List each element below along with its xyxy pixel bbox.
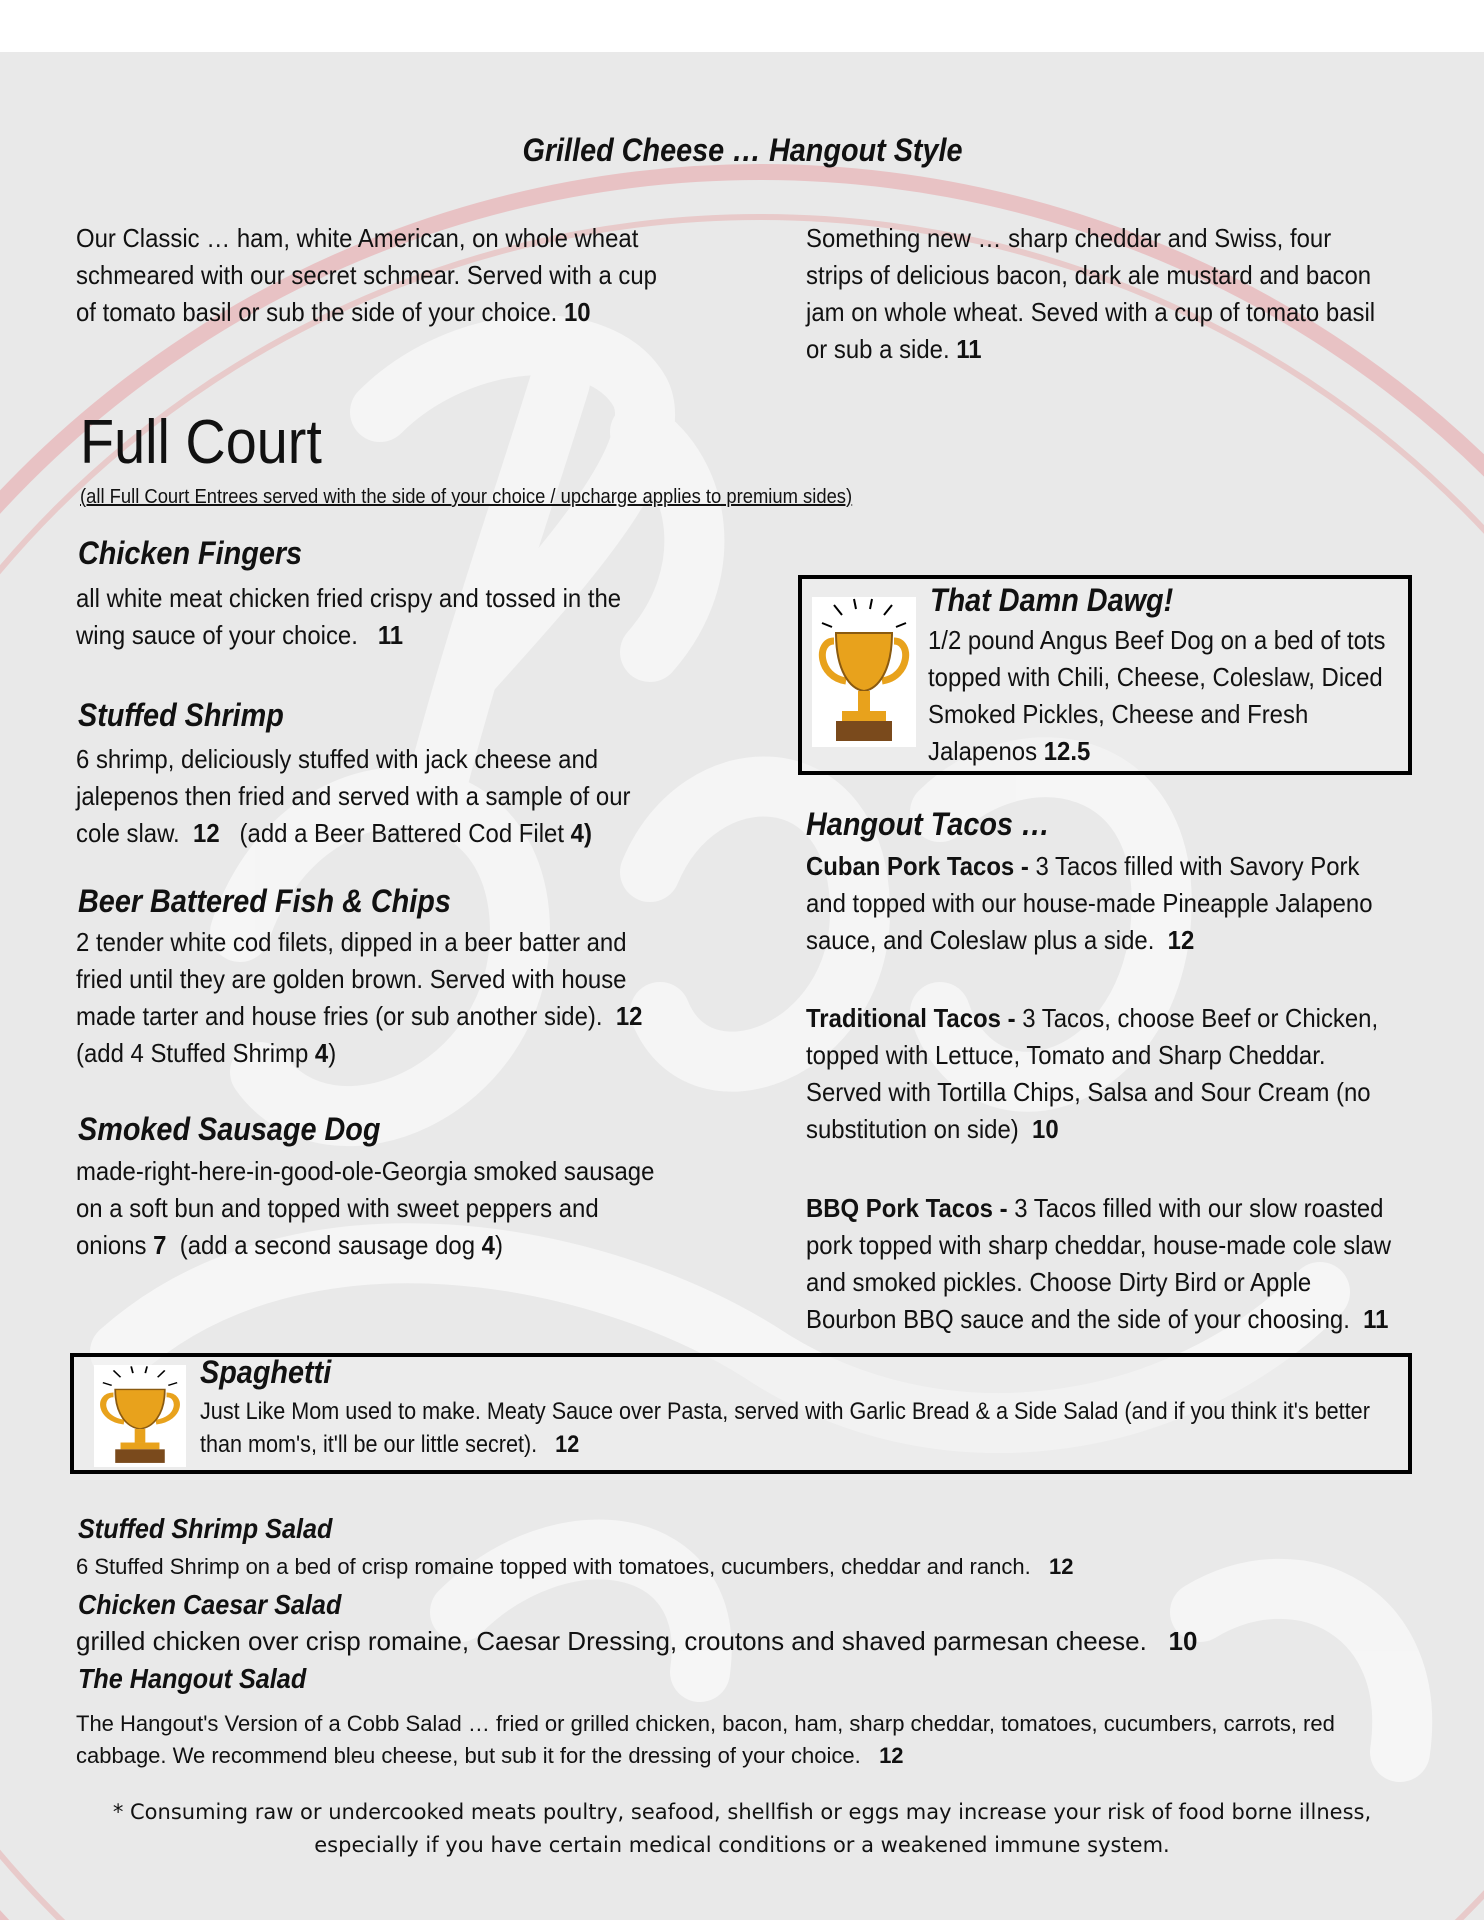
item-price: 11 [1363,1304,1389,1334]
featured-spaghetti-box [70,1353,1412,1474]
trophy-stem [858,691,870,711]
item-price: 12 [615,1001,643,1031]
dawg-item [928,622,1388,770]
caesar-salad-title: Chicken Caesar Salad [78,1589,342,1620]
item-description: The Hangout's Version of a Cobb Salad … fried or grilled chicken, bacon, ham, sharp cheddar, tomatoes, cucumbers, carrots, red cabbage. We recommend bleu cheese, but sub it for the dressing of your choice. [76,1711,1335,1768]
item-addon-close: ) [494,1230,503,1260]
fish-chips-item [76,924,665,1072]
item-description: grilled chicken over crisp romaine, Caesar Dressing, croutons and shaved parmesan cheese. [76,1626,1147,1656]
disclaimer-line-2: especially if you have certain medical conditions or a weakened immune system. [314,1833,1170,1857]
trophy-sparkle-lines [822,599,906,627]
item-description: all white meat chicken fried crispy and tossed in the wing sauce of your choice. [76,583,622,650]
grilled-new-item [806,220,1395,368]
trophy-base-plate [121,1443,160,1450]
hangout-salad-title: The Hangout Salad [78,1663,307,1694]
item-name: Cuban Pork Tacos - [806,851,1029,881]
item-price: 12 [193,818,220,848]
trophy-icon [812,597,916,747]
shrimp-salad-title: Stuffed Shrimp Salad [78,1513,333,1544]
item-description: 6 shrimp, deliciously stuffed with jack cheese and jalepenos then fried and served with a sample of our cole slaw. [76,744,631,848]
trophy-stem [135,1429,146,1443]
item-price: 7 [153,1230,167,1260]
sausage-dog-title: Smoked Sausage Dog [78,1111,381,1147]
chicken-fingers-title: Chicken Fingers [78,535,303,571]
item-description: Just Like Mom used to make. Meaty Sauce over Pasta, served with Garlic Bread & a Side Salad (and if you think it's better than mom's, it'll be our little secret). [200,1398,1370,1458]
item-price: 10 [563,297,591,327]
grilled-classic-item [76,220,665,331]
tacos-heading: Hangout Tacos … [806,806,1050,842]
item-description: 6 Stuffed Shrimp on a bed of crisp romaine topped with tomatoes, cucumbers, cheddar and ranch. [76,1554,1031,1579]
item-description: 3 Tacos filled with Savory Pork and topped with our house-made Pineapple Jalapeno sauce, and Coleslaw plus a side. [806,851,1373,955]
item-price: 12 [1049,1554,1074,1579]
item-addon-price: 4 [481,1230,495,1260]
stuffed-shrimp-item [76,741,665,852]
item-description: 1/2 pound Angus Beef Dog on a bed of tots topped with Chili, Cheese, Coleslaw, Diced Smoked Pickles, Cheese and Fresh Jalapenos [928,625,1386,766]
trophy-icon [94,1365,186,1467]
item-name: BBQ Pork Tacos - [806,1193,1008,1223]
item-price: 11 [956,334,982,364]
item-addon: (add a second sausage dog [179,1230,476,1260]
item-price: 12 [879,1743,904,1768]
spaghetti-item [200,1395,1370,1461]
item-description: Our Classic … ham, white American, on whole wheat schmeared with our secret schmear. Served with a cup of tomato basil or sub the side of your choice. [76,223,657,327]
dawg-title: That Damn Dawg! [930,582,1174,618]
item-addon-price: 4 [314,1038,329,1068]
spaghetti-title: Spaghetti [200,1354,332,1390]
hangout-salad-item [76,1708,1406,1772]
trophy-base [836,721,892,741]
item-price: 10 [1032,1114,1059,1144]
grilled-cheese-heading: Grilled Cheese … Hangout Style [521,132,963,168]
item-addon-price: 4) [570,818,592,848]
item-price: 11 [377,620,404,650]
item-addon: (add a Beer Battered Cod Filet [239,818,564,848]
trophy-base [115,1449,165,1463]
chicken-fingers-item [76,580,665,654]
fish-chips-title: Beer Battered Fish & Chips [78,883,451,919]
traditional-tacos-item [806,1000,1391,1148]
item-name: Traditional Tacos - [806,1003,1016,1033]
bbq-tacos-item [806,1190,1391,1338]
trophy-base-plate [842,711,886,721]
item-addon: (add 4 Stuffed Shrimp [76,1038,309,1068]
disclaimer-line-1: * Consuming raw or undercooked meats poultry, seafood, shellfish or eggs may increase your risk of food borne illness, [112,1800,1372,1824]
item-description: 2 tender white cod filets, dipped in a beer batter and fried until they are golden brown. Served with house made tarter and house fries (or sub another side). [76,927,627,1031]
item-price: 10 [1168,1626,1198,1656]
stuffed-shrimp-title: Stuffed Shrimp [78,697,284,733]
featured-dawg-box [798,575,1412,775]
item-description: 3 Tacos, choose Beef or Chicken, topped with Lettuce, Tomato and Sharp Cheddar. Served with Tortilla Chips, Salsa and Sour Cream (no substitution on side) [806,1003,1379,1144]
full-court-title: Full Court [80,408,322,477]
trophy-sparkle-lines [103,1366,177,1385]
food-safety-disclaimer [0,1796,1484,1862]
item-price: 12.5 [1043,736,1091,766]
item-price: 12 [1167,925,1195,955]
item-description: 3 Tacos filled with our slow roasted pork topped with sharp cheddar, house-made cole slaw and smoked pickles. Choose Dirty Bird or Apple Bourbon BBQ sauce and the side of your choosing. [806,1193,1392,1334]
caesar-salad-item [76,1624,1436,1658]
cuban-tacos-item [806,848,1391,959]
full-court-subtitle: (all Full Court Entrees served with the side of your choice / upcharge applies to premium sides) [80,486,853,508]
item-price: 12 [555,1431,580,1458]
shrimp-salad-item [76,1552,1436,1582]
item-addon-close: ) [328,1038,337,1068]
sausage-dog-item [76,1153,665,1264]
item-description: made-right-here-in-good-ole-Georgia smoked sausage on a soft bun and topped with sweet peppers and onions [76,1156,655,1260]
item-description: Something new … sharp cheddar and Swiss, four strips of delicious bacon, dark ale mustard and bacon jam on whole wheat. Seved with a cup of tomato basil or sub a side. [806,223,1376,364]
